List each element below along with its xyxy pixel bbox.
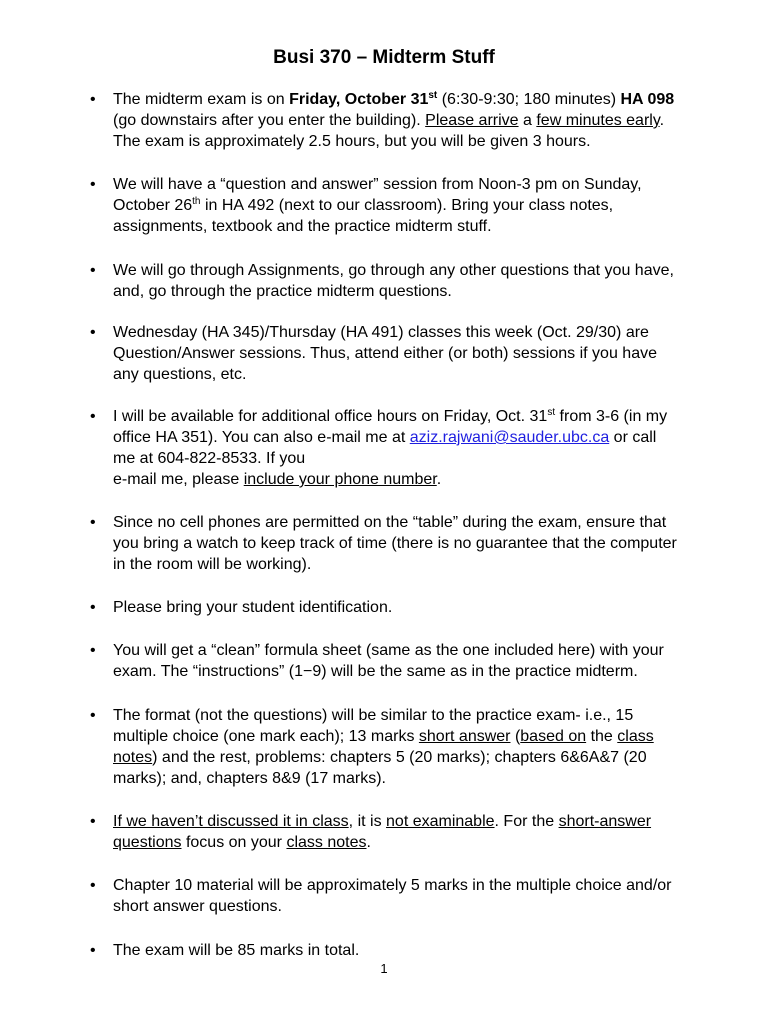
- text-run: .: [436, 471, 442, 488]
- underlined-text: not examinable: [386, 813, 495, 830]
- item-line: you bring a watch to keep track of time (there is no guarantee that the computer: [113, 535, 677, 552]
- item-line: assignments, textbook and the practice midterm stuff.: [113, 218, 492, 235]
- item-line: [113, 427, 743, 448]
- underlined-text: class: [617, 728, 654, 745]
- underlined-text: short-answer: [558, 813, 652, 830]
- text-run: office HA 351). You can also e-mail me at: [113, 429, 410, 446]
- exam-date: Friday, October 31: [289, 91, 429, 108]
- bullet-icon: •: [90, 324, 96, 341]
- underlined-text: short answer: [418, 728, 511, 745]
- bullet-icon: •: [90, 599, 96, 616]
- item-line: [113, 726, 743, 747]
- item-line: in the room will be working).: [113, 556, 312, 573]
- underlined-text: questions: [113, 834, 182, 851]
- item-line: [113, 406, 743, 427]
- bullet-icon: •: [90, 877, 96, 894]
- bullet-icon: •: [90, 813, 96, 830]
- item-line: exam. The “instructions” (1−9) will be the same as in the practice midterm.: [113, 663, 638, 680]
- text-run: (go downstairs after you enter the building).: [113, 112, 426, 129]
- underlined-text: include your phone number: [243, 471, 437, 488]
- text-run: ) and the rest, problems: chapters 5 (20 marks); chapters 6&6A&7 (20: [152, 749, 647, 766]
- text-run: multiple choice (one mark each); 13 marks: [113, 728, 419, 745]
- item-line: The exam will be 85 marks in total.: [113, 942, 360, 959]
- item-line: Chapter 10 material will be approximately 5 marks in the multiple choice and/or: [113, 877, 672, 894]
- item-line: Since no cell phones are permitted on the “table” during the exam, ensure that: [113, 514, 667, 531]
- text-run: , it is: [348, 813, 387, 830]
- item-line: Please bring your student identification.: [113, 599, 393, 616]
- text-run: .: [366, 834, 371, 851]
- item-line: any questions, etc.: [113, 366, 247, 383]
- superscript: st: [428, 90, 438, 101]
- bullet-icon: •: [90, 942, 96, 959]
- bullet-icon: •: [90, 514, 96, 531]
- text-run: The midterm exam is on: [113, 91, 290, 108]
- item-line: We will go through Assignments, go through any other questions that you have,: [113, 262, 674, 279]
- underlined-text: notes: [113, 749, 153, 766]
- text-run: I will be available for additional office hours on Friday, Oct. 31: [113, 408, 548, 425]
- text-run: e-mail me, please: [113, 471, 244, 488]
- page-title: Busi 370 – Midterm Stuff: [273, 47, 495, 68]
- text-run: focus on your: [181, 834, 287, 851]
- underlined-text: class notes: [286, 834, 367, 851]
- item-line: [113, 832, 743, 853]
- item-line: The format (not the questions) will be similar to the practice exam- i.e., 15: [113, 707, 634, 724]
- item-line: me at 604-822-8533. If you: [113, 450, 306, 467]
- item-line: Wednesday (HA 345)/Thursday (HA 491) classes this week (Oct. 29/30) are: [113, 324, 649, 341]
- underlined-text: based on: [520, 728, 587, 745]
- exam-room: HA 098: [620, 91, 675, 108]
- text-run: in HA 492 (next to our classroom). Bring your class notes,: [200, 197, 614, 214]
- underlined-text: Please arrive: [425, 112, 519, 129]
- email-link[interactable]: aziz.rajwani@sauder.ubc.ca: [409, 429, 610, 446]
- text-run: (6:30-9:30; 180 minutes): [437, 91, 621, 108]
- text-run: the: [586, 728, 618, 745]
- item-line: [113, 747, 743, 768]
- text-run: (: [510, 728, 521, 745]
- underlined-text: few minutes early: [536, 112, 660, 129]
- item-line: short answer questions.: [113, 898, 282, 915]
- item-line: [113, 469, 743, 490]
- item-line: The exam is approximately 2.5 hours, but you will be given 3 hours.: [113, 133, 591, 150]
- bullet-icon: •: [90, 91, 96, 108]
- item-line: and, go through the practice midterm questions.: [113, 283, 452, 300]
- underlined-text: If we haven’t discussed it in class: [113, 813, 349, 830]
- bullet-icon: •: [90, 262, 96, 279]
- item-line: [113, 195, 743, 216]
- superscript: st: [547, 407, 556, 418]
- text-run: a: [518, 112, 537, 129]
- item-line: [113, 89, 743, 110]
- page-number: 1: [380, 961, 388, 976]
- item-line: [113, 811, 743, 832]
- item-line: marks); and, chapters 8&9 (17 marks).: [113, 770, 386, 787]
- bullet-icon: •: [90, 176, 96, 193]
- text-run: or call: [609, 429, 657, 446]
- item-line: We will have a “question and answer” session from Noon-3 pm on Sunday,: [113, 176, 642, 193]
- bullet-icon: •: [90, 707, 96, 724]
- text-run: October 26: [113, 197, 193, 214]
- item-line: You will get a “clean” formula sheet (same as the one included here) with your: [113, 642, 664, 659]
- text-run: . For the: [494, 813, 559, 830]
- text-run: from 3-6 (in my: [555, 408, 668, 425]
- bullet-icon: •: [90, 642, 96, 659]
- bullet-icon: •: [90, 408, 96, 425]
- item-line: [113, 110, 743, 131]
- superscript: th: [192, 196, 201, 207]
- item-line: Question/Answer sessions. Thus, attend either (or both) sessions if you have: [113, 345, 657, 362]
- text-run: .: [659, 112, 665, 129]
